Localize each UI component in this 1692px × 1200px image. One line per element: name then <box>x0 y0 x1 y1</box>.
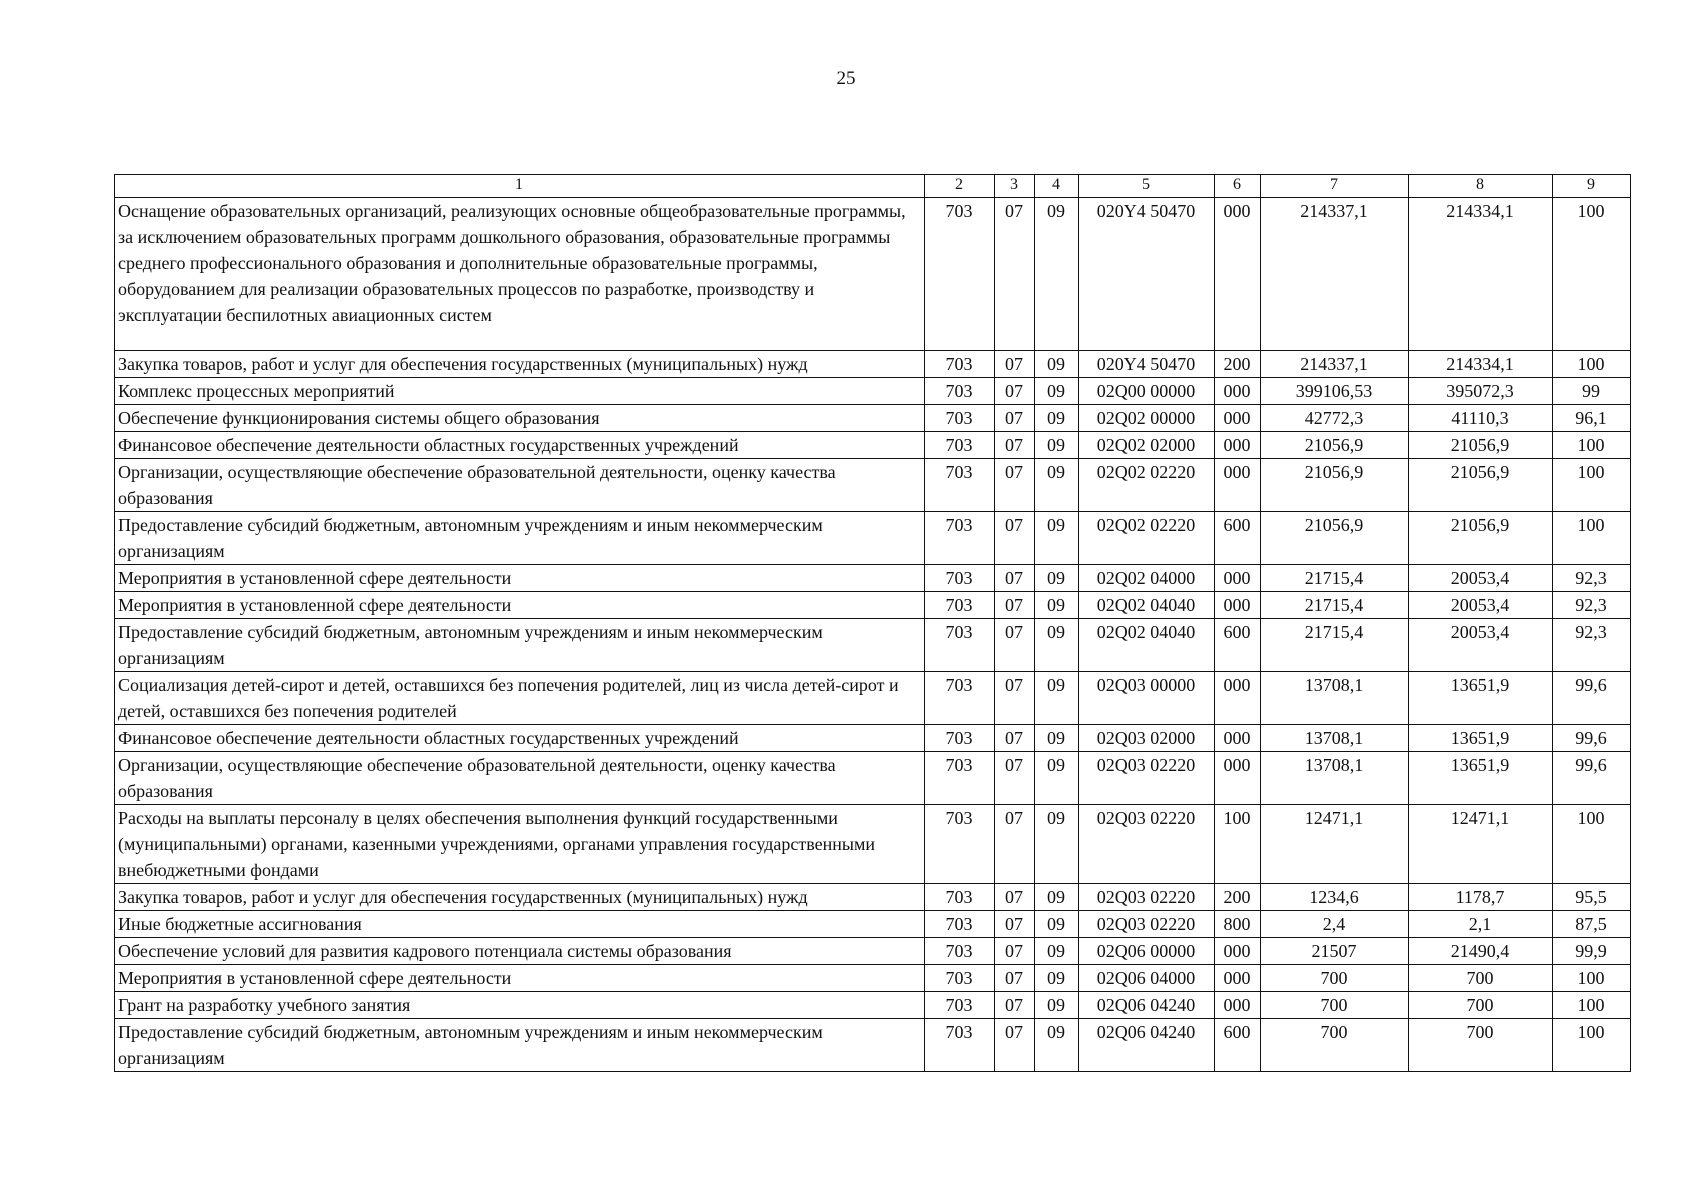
cell-subsection-code: 09 <box>1035 938 1079 965</box>
cell-row-name: Грант на разработку учебного занятия <box>115 992 925 1019</box>
cell-planned-amount: 700 <box>1261 1019 1409 1072</box>
cell-admin-code: 703 <box>925 432 995 459</box>
cell-section-code: 07 <box>995 378 1035 405</box>
cell-target-article-code: 02Q02 04000 <box>1079 565 1215 592</box>
cell-row-name: Организации, осуществляющие обеспечение образовательной деятельности, оценку качества образования <box>115 459 925 512</box>
table-row <box>115 405 1631 432</box>
cell-execution-percent: 92,3 <box>1553 565 1631 592</box>
cell-admin-code: 703 <box>925 805 995 884</box>
cell-subsection-code: 09 <box>1035 351 1079 378</box>
cell-section-code: 07 <box>995 565 1035 592</box>
cell-executed-amount: 214334,1 <box>1409 198 1553 351</box>
column-header: 7 <box>1261 175 1409 198</box>
cell-execution-percent: 95,5 <box>1553 884 1631 911</box>
cell-planned-amount: 13708,1 <box>1261 672 1409 725</box>
cell-target-article-code: 02Q03 02220 <box>1079 911 1215 938</box>
table-row <box>115 725 1631 752</box>
cell-planned-amount: 42772,3 <box>1261 405 1409 432</box>
cell-target-article-code: 02Q06 04240 <box>1079 992 1215 1019</box>
cell-admin-code: 703 <box>925 911 995 938</box>
cell-row-name: Оснащение образовательных организаций, реализующих основные общеобразовательные программы, за исключением образовательных программ дошкольного образования, образовательные программы среднего профессионального образования и дополнительные образовательные программы, оборудованием для реализации образовательных процессов по разработке, производству и эксплуатации беспилотных авиационных систем <box>115 198 925 351</box>
cell-subsection-code: 09 <box>1035 405 1079 432</box>
cell-expense-type-code: 000 <box>1215 725 1261 752</box>
cell-planned-amount: 21507 <box>1261 938 1409 965</box>
table-row <box>115 512 1631 565</box>
cell-subsection-code: 09 <box>1035 378 1079 405</box>
cell-subsection-code: 09 <box>1035 592 1079 619</box>
cell-executed-amount: 20053,4 <box>1409 592 1553 619</box>
table-row <box>115 1019 1631 1072</box>
cell-execution-percent: 99,9 <box>1553 938 1631 965</box>
table-row <box>115 672 1631 725</box>
cell-section-code: 07 <box>995 752 1035 805</box>
cell-expense-type-code: 000 <box>1215 405 1261 432</box>
cell-subsection-code: 09 <box>1035 459 1079 512</box>
cell-target-article-code: 02Q02 02000 <box>1079 432 1215 459</box>
cell-admin-code: 703 <box>925 752 995 805</box>
cell-planned-amount: 700 <box>1261 992 1409 1019</box>
cell-row-name: Мероприятия в установленной сфере деятельности <box>115 592 925 619</box>
cell-executed-amount: 41110,3 <box>1409 405 1553 432</box>
table-row <box>115 884 1631 911</box>
table-row <box>115 992 1631 1019</box>
cell-execution-percent: 87,5 <box>1553 911 1631 938</box>
cell-planned-amount: 700 <box>1261 965 1409 992</box>
cell-row-name: Закупка товаров, работ и услуг для обеспечения государственных (муниципальных) нужд <box>115 884 925 911</box>
cell-execution-percent: 100 <box>1553 965 1631 992</box>
cell-execution-percent: 92,3 <box>1553 592 1631 619</box>
cell-target-article-code: 02Q02 04040 <box>1079 619 1215 672</box>
cell-target-article-code: 02Q00 00000 <box>1079 378 1215 405</box>
cell-admin-code: 703 <box>925 725 995 752</box>
cell-execution-percent: 96,1 <box>1553 405 1631 432</box>
table-row <box>115 565 1631 592</box>
cell-target-article-code: 02Q02 02220 <box>1079 459 1215 512</box>
cell-section-code: 07 <box>995 592 1035 619</box>
cell-section-code: 07 <box>995 884 1035 911</box>
table-body <box>115 198 1631 1072</box>
cell-admin-code: 703 <box>925 592 995 619</box>
cell-row-name: Финансовое обеспечение деятельности областных государственных учреждений <box>115 432 925 459</box>
cell-execution-percent: 99,6 <box>1553 672 1631 725</box>
cell-executed-amount: 2,1 <box>1409 911 1553 938</box>
cell-planned-amount: 13708,1 <box>1261 752 1409 805</box>
cell-executed-amount: 21056,9 <box>1409 512 1553 565</box>
cell-section-code: 07 <box>995 619 1035 672</box>
cell-target-article-code: 02Q03 00000 <box>1079 672 1215 725</box>
cell-expense-type-code: 000 <box>1215 459 1261 512</box>
cell-subsection-code: 09 <box>1035 198 1079 351</box>
table-row <box>115 619 1631 672</box>
cell-row-name: Комплекс процессных мероприятий <box>115 378 925 405</box>
cell-row-name: Иные бюджетные ассигнования <box>115 911 925 938</box>
cell-admin-code: 703 <box>925 565 995 592</box>
cell-target-article-code: 02Q02 04040 <box>1079 592 1215 619</box>
cell-target-article-code: 02Q06 04000 <box>1079 965 1215 992</box>
table-row <box>115 432 1631 459</box>
cell-target-article-code: 02Q02 00000 <box>1079 405 1215 432</box>
cell-execution-percent: 100 <box>1553 459 1631 512</box>
cell-execution-percent: 99,6 <box>1553 725 1631 752</box>
cell-target-article-code: 02Q03 02220 <box>1079 884 1215 911</box>
cell-row-name: Организации, осуществляющие обеспечение образовательной деятельности, оценку качества образования <box>115 752 925 805</box>
column-header: 8 <box>1409 175 1553 198</box>
cell-section-code: 07 <box>995 672 1035 725</box>
cell-expense-type-code: 000 <box>1215 752 1261 805</box>
column-header: 4 <box>1035 175 1079 198</box>
cell-executed-amount: 21490,4 <box>1409 938 1553 965</box>
cell-admin-code: 703 <box>925 351 995 378</box>
cell-target-article-code: 02Q06 00000 <box>1079 938 1215 965</box>
table-row <box>115 752 1631 805</box>
table-row <box>115 805 1631 884</box>
cell-executed-amount: 395072,3 <box>1409 378 1553 405</box>
cell-admin-code: 703 <box>925 672 995 725</box>
cell-section-code: 07 <box>995 459 1035 512</box>
cell-section-code: 07 <box>995 911 1035 938</box>
table-header-row <box>115 175 1631 198</box>
cell-section-code: 07 <box>995 938 1035 965</box>
cell-subsection-code: 09 <box>1035 992 1079 1019</box>
cell-subsection-code: 09 <box>1035 805 1079 884</box>
cell-admin-code: 703 <box>925 884 995 911</box>
column-header: 2 <box>925 175 995 198</box>
cell-subsection-code: 09 <box>1035 911 1079 938</box>
cell-section-code: 07 <box>995 725 1035 752</box>
cell-section-code: 07 <box>995 432 1035 459</box>
cell-executed-amount: 700 <box>1409 1019 1553 1072</box>
table-row <box>115 351 1631 378</box>
cell-expense-type-code: 200 <box>1215 884 1261 911</box>
table-row <box>115 965 1631 992</box>
cell-executed-amount: 700 <box>1409 992 1553 1019</box>
cell-execution-percent: 100 <box>1553 432 1631 459</box>
cell-section-code: 07 <box>995 198 1035 351</box>
cell-expense-type-code: 000 <box>1215 565 1261 592</box>
cell-expense-type-code: 800 <box>1215 911 1261 938</box>
cell-admin-code: 703 <box>925 459 995 512</box>
cell-section-code: 07 <box>995 351 1035 378</box>
cell-admin-code: 703 <box>925 1019 995 1072</box>
cell-planned-amount: 12471,1 <box>1261 805 1409 884</box>
table-row <box>115 198 1631 351</box>
cell-row-name: Предоставление субсидий бюджетным, автономным учреждениям и иным некоммерческим организациям <box>115 619 925 672</box>
cell-planned-amount: 1234,6 <box>1261 884 1409 911</box>
cell-executed-amount: 20053,4 <box>1409 619 1553 672</box>
table-row <box>115 378 1631 405</box>
cell-target-article-code: 02Q03 02220 <box>1079 805 1215 884</box>
column-header: 1 <box>115 175 925 198</box>
cell-expense-type-code: 000 <box>1215 432 1261 459</box>
cell-target-article-code: 02Q02 02220 <box>1079 512 1215 565</box>
cell-subsection-code: 09 <box>1035 725 1079 752</box>
cell-execution-percent: 100 <box>1553 512 1631 565</box>
cell-executed-amount: 21056,9 <box>1409 459 1553 512</box>
cell-admin-code: 703 <box>925 619 995 672</box>
table-row <box>115 592 1631 619</box>
column-header: 3 <box>995 175 1035 198</box>
page-number: 25 <box>836 68 856 89</box>
cell-planned-amount: 2,4 <box>1261 911 1409 938</box>
cell-expense-type-code: 600 <box>1215 1019 1261 1072</box>
cell-executed-amount: 13651,9 <box>1409 672 1553 725</box>
cell-row-name: Предоставление субсидий бюджетным, автономным учреждениям и иным некоммерческим организациям <box>115 1019 925 1072</box>
cell-execution-percent: 100 <box>1553 198 1631 351</box>
cell-execution-percent: 99,6 <box>1553 752 1631 805</box>
budget-table <box>114 174 1631 1072</box>
cell-expense-type-code: 100 <box>1215 805 1261 884</box>
cell-expense-type-code: 600 <box>1215 512 1261 565</box>
cell-section-code: 07 <box>995 965 1035 992</box>
cell-subsection-code: 09 <box>1035 1019 1079 1072</box>
cell-subsection-code: 09 <box>1035 619 1079 672</box>
cell-executed-amount: 13651,9 <box>1409 752 1553 805</box>
cell-row-name: Обеспечение функционирования системы общего образования <box>115 405 925 432</box>
cell-target-article-code: 020Y4 50470 <box>1079 351 1215 378</box>
cell-expense-type-code: 000 <box>1215 672 1261 725</box>
cell-planned-amount: 214337,1 <box>1261 198 1409 351</box>
cell-subsection-code: 09 <box>1035 432 1079 459</box>
cell-row-name: Расходы на выплаты персоналу в целях обеспечения выполнения функций государственными (муниципальными) органами, казенными учреждениями, органами управления государственными внебюджетными фондами <box>115 805 925 884</box>
cell-planned-amount: 21715,4 <box>1261 619 1409 672</box>
cell-planned-amount: 399106,53 <box>1261 378 1409 405</box>
cell-target-article-code: 02Q03 02220 <box>1079 752 1215 805</box>
cell-execution-percent: 99 <box>1553 378 1631 405</box>
cell-executed-amount: 21056,9 <box>1409 432 1553 459</box>
cell-row-name: Предоставление субсидий бюджетным, автономным учреждениям и иным некоммерческим организациям <box>115 512 925 565</box>
cell-section-code: 07 <box>995 512 1035 565</box>
column-header: 5 <box>1079 175 1215 198</box>
cell-row-name: Финансовое обеспечение деятельности областных государственных учреждений <box>115 725 925 752</box>
cell-expense-type-code: 000 <box>1215 592 1261 619</box>
column-header: 6 <box>1215 175 1261 198</box>
cell-row-name: Мероприятия в установленной сфере деятельности <box>115 965 925 992</box>
cell-expense-type-code: 000 <box>1215 965 1261 992</box>
cell-admin-code: 703 <box>925 965 995 992</box>
cell-executed-amount: 700 <box>1409 965 1553 992</box>
cell-target-article-code: 02Q03 02000 <box>1079 725 1215 752</box>
cell-row-name: Закупка товаров, работ и услуг для обеспечения государственных (муниципальных) нужд <box>115 351 925 378</box>
cell-row-name: Социализация детей-сирот и детей, оставшихся без попечения родителей, лиц из числа детей-сирот и детей, оставшихся без попечения родителей <box>115 672 925 725</box>
cell-admin-code: 703 <box>925 405 995 432</box>
cell-subsection-code: 09 <box>1035 565 1079 592</box>
cell-section-code: 07 <box>995 1019 1035 1072</box>
cell-execution-percent: 92,3 <box>1553 619 1631 672</box>
cell-subsection-code: 09 <box>1035 672 1079 725</box>
cell-section-code: 07 <box>995 992 1035 1019</box>
cell-expense-type-code: 000 <box>1215 938 1261 965</box>
cell-execution-percent: 100 <box>1553 992 1631 1019</box>
cell-planned-amount: 214337,1 <box>1261 351 1409 378</box>
cell-admin-code: 703 <box>925 992 995 1019</box>
cell-executed-amount: 13651,9 <box>1409 725 1553 752</box>
table-row <box>115 459 1631 512</box>
cell-subsection-code: 09 <box>1035 752 1079 805</box>
cell-expense-type-code: 600 <box>1215 619 1261 672</box>
cell-executed-amount: 1178,7 <box>1409 884 1553 911</box>
cell-planned-amount: 21056,9 <box>1261 432 1409 459</box>
cell-expense-type-code: 000 <box>1215 378 1261 405</box>
cell-subsection-code: 09 <box>1035 512 1079 565</box>
cell-admin-code: 703 <box>925 938 995 965</box>
cell-target-article-code: 020Y4 50470 <box>1079 198 1215 351</box>
cell-executed-amount: 20053,4 <box>1409 565 1553 592</box>
cell-row-name: Мероприятия в установленной сфере деятельности <box>115 565 925 592</box>
cell-subsection-code: 09 <box>1035 965 1079 992</box>
cell-planned-amount: 13708,1 <box>1261 725 1409 752</box>
cell-expense-type-code: 000 <box>1215 992 1261 1019</box>
column-header: 9 <box>1553 175 1631 198</box>
cell-admin-code: 703 <box>925 378 995 405</box>
table-row <box>115 911 1631 938</box>
cell-section-code: 07 <box>995 805 1035 884</box>
cell-expense-type-code: 000 <box>1215 198 1261 351</box>
cell-planned-amount: 21715,4 <box>1261 592 1409 619</box>
cell-row-name: Обеспечение условий для развития кадрового потенциала системы образования <box>115 938 925 965</box>
cell-execution-percent: 100 <box>1553 805 1631 884</box>
cell-planned-amount: 21715,4 <box>1261 565 1409 592</box>
cell-section-code: 07 <box>995 405 1035 432</box>
cell-admin-code: 703 <box>925 198 995 351</box>
cell-executed-amount: 214334,1 <box>1409 351 1553 378</box>
cell-planned-amount: 21056,9 <box>1261 459 1409 512</box>
cell-execution-percent: 100 <box>1553 351 1631 378</box>
cell-execution-percent: 100 <box>1553 1019 1631 1072</box>
table-row <box>115 938 1631 965</box>
cell-expense-type-code: 200 <box>1215 351 1261 378</box>
cell-planned-amount: 21056,9 <box>1261 512 1409 565</box>
cell-subsection-code: 09 <box>1035 884 1079 911</box>
cell-admin-code: 703 <box>925 512 995 565</box>
cell-target-article-code: 02Q06 04240 <box>1079 1019 1215 1072</box>
cell-executed-amount: 12471,1 <box>1409 805 1553 884</box>
